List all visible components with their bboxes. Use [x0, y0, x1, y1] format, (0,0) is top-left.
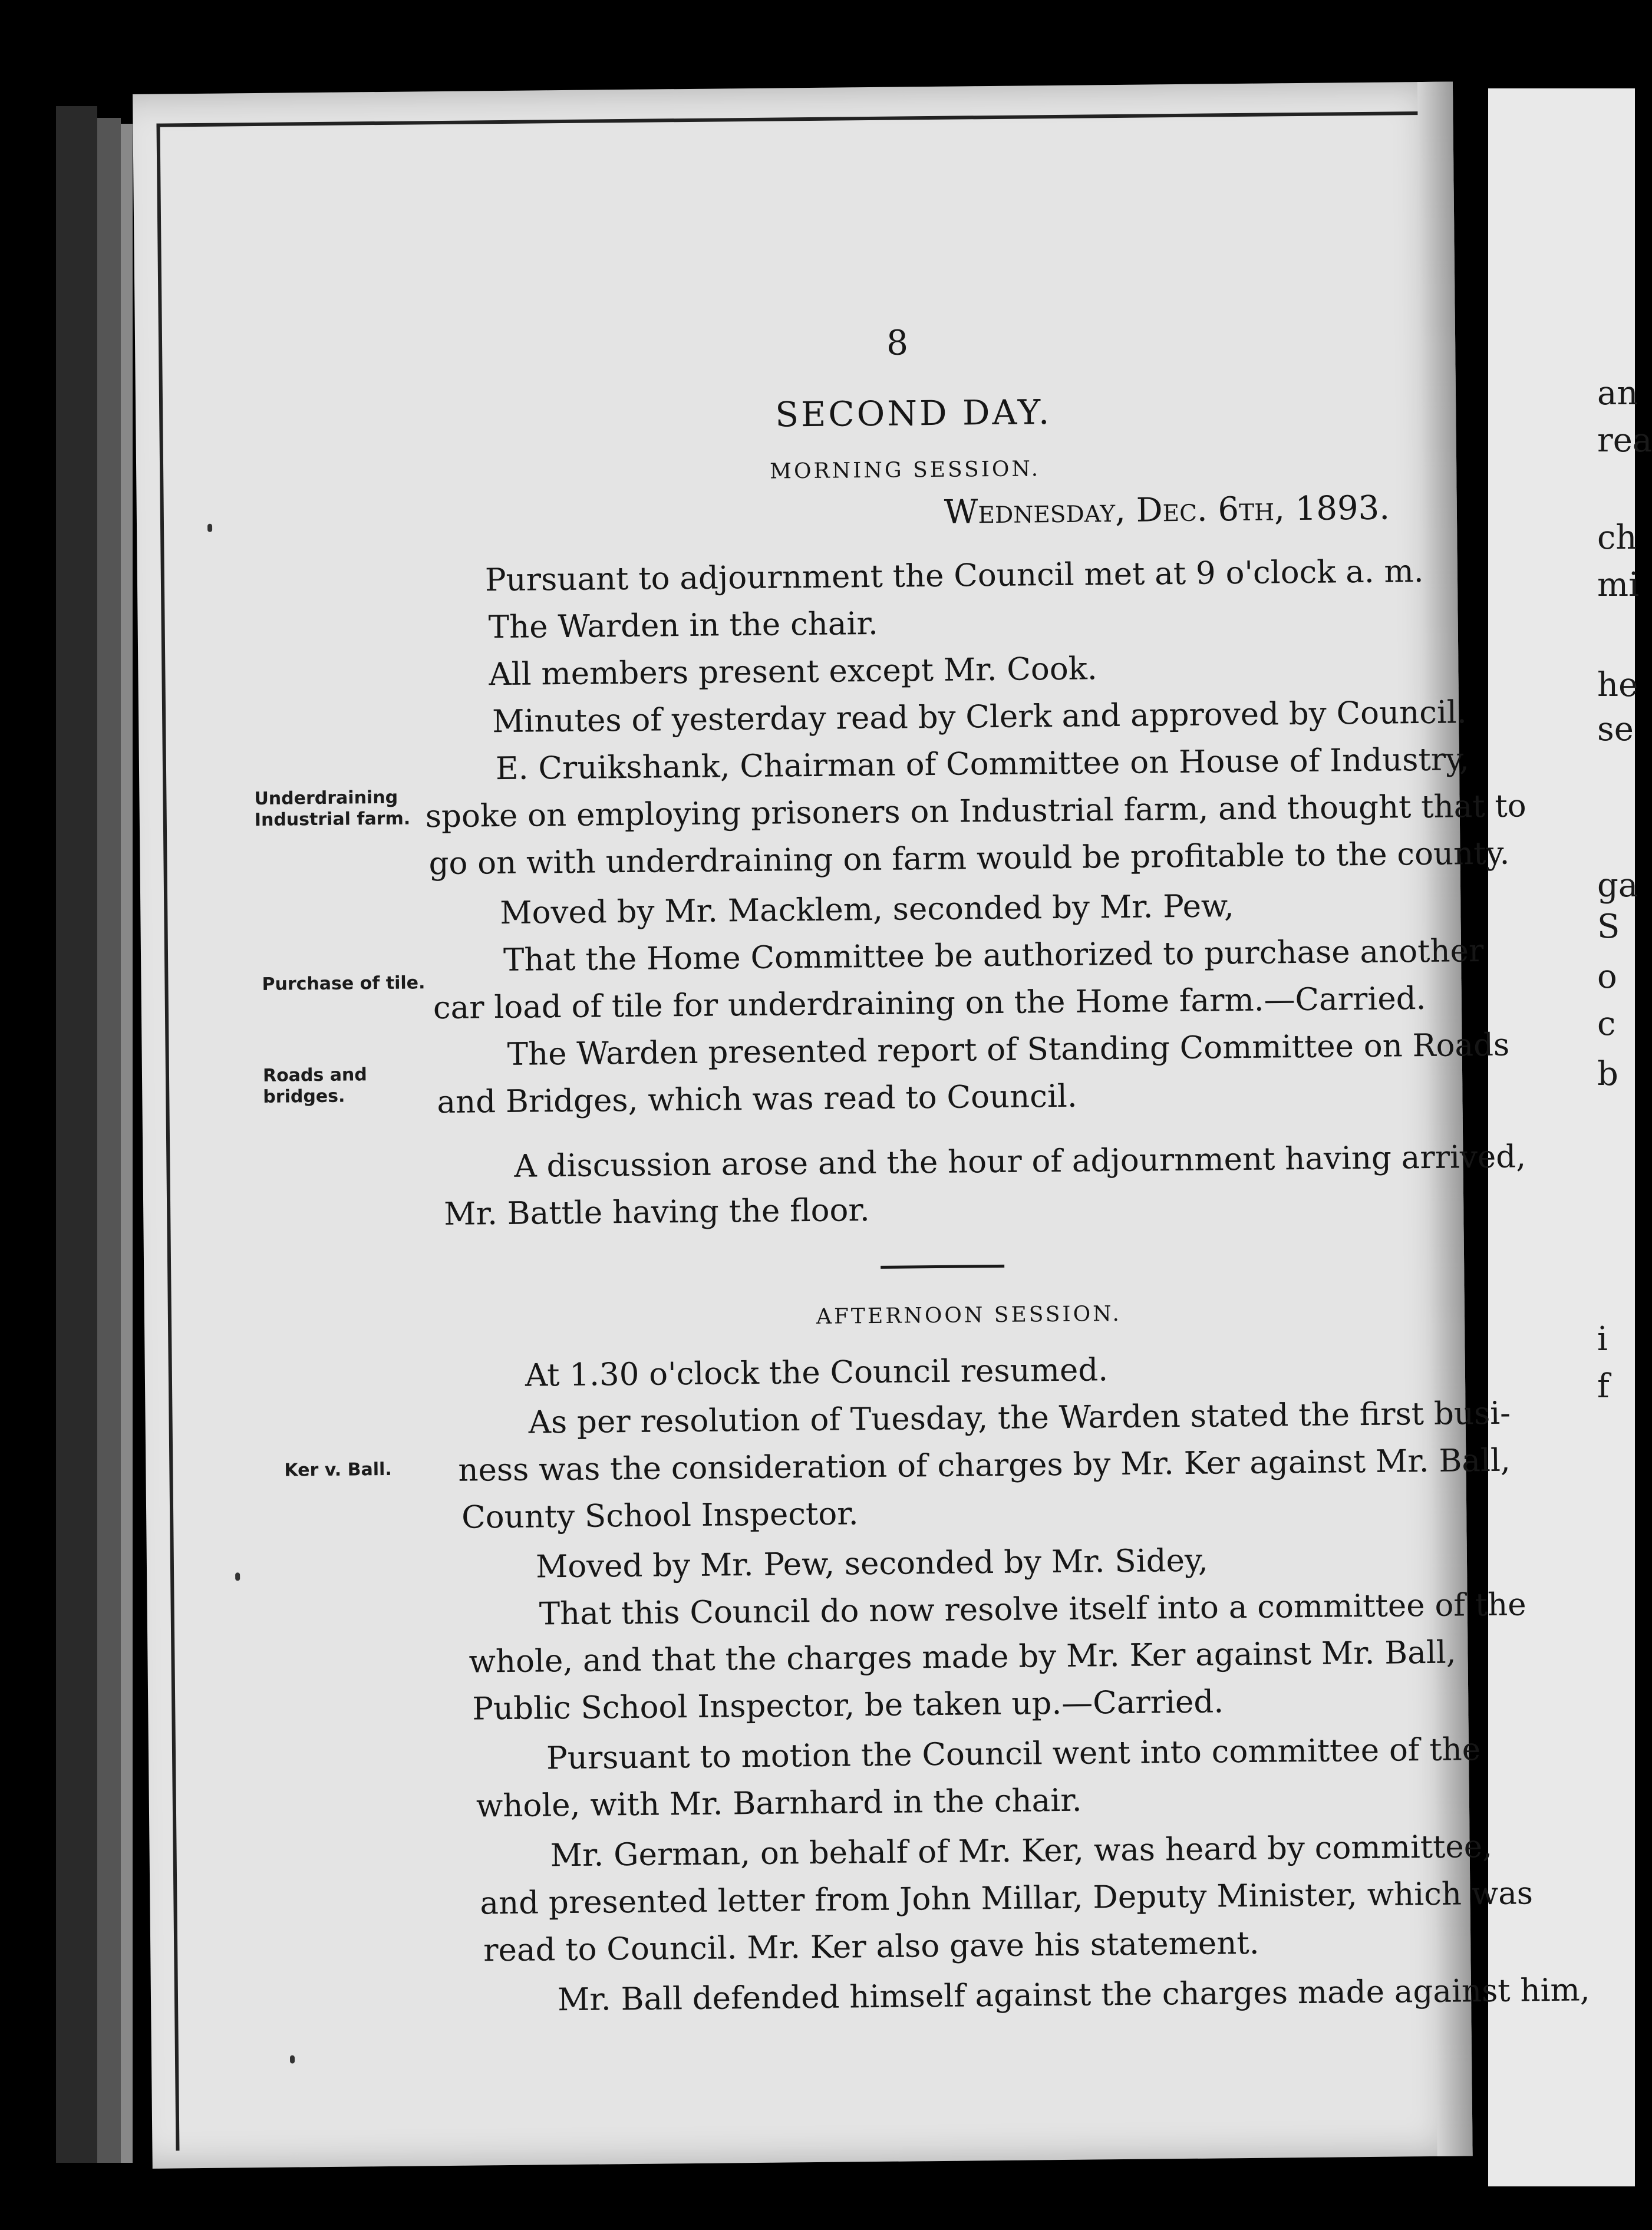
facing-fragment: b	[1597, 1055, 1618, 1093]
facing-fragment: se	[1597, 710, 1634, 748]
body-line: go on with underdraining on farm would be profitable to the county.	[428, 835, 1510, 882]
page-stack-edge	[97, 118, 121, 2163]
body-line: Pursuant to motion the Council went into committee of the	[546, 1731, 1481, 1777]
margin-note-ker-v-ball: Ker v. Ball.	[284, 1459, 392, 1481]
facing-fragment: i	[1597, 1320, 1608, 1358]
ink-speck	[207, 524, 212, 532]
body-line: Mr. Battle having the floor.	[443, 1192, 870, 1233]
body-line: County School Inspector.	[461, 1496, 859, 1536]
facing-fragment: S	[1597, 908, 1620, 946]
body-line: The Warden presented report of Standing Committee on Roads	[507, 1027, 1510, 1073]
body-line: ness was the consideration of charges by Mr. Ker against Mr. Ball,	[458, 1442, 1511, 1489]
body-line: That this Council do now resolve itself into a committee of the	[539, 1586, 1526, 1632]
body-line: At 1.30 o'clock the Council resumed.	[525, 1352, 1109, 1394]
afternoon-session-heading: AFTERNOON SESSION.	[816, 1301, 1122, 1329]
page-number: 8	[886, 322, 909, 363]
body-line: car load of tile for underdraining on the Home farm.—Carried.	[433, 981, 1426, 1027]
body-line: whole, with Mr. Barnhard in the chair.	[476, 1782, 1082, 1825]
body-line: As per resolution of Tuesday, the Warden stated the first busi-	[528, 1395, 1511, 1441]
facing-fragment: o	[1597, 958, 1617, 996]
margin-note-roads: Roads and	[262, 1064, 367, 1086]
body-line: and presented letter from John Millar, Deputy Minister, which was	[480, 1875, 1534, 1922]
margin-note-roads-2: bridges.	[263, 1086, 345, 1107]
facing-page	[1488, 88, 1652, 2186]
ink-speck	[235, 1572, 240, 1581]
facing-fragment: he	[1597, 666, 1638, 704]
facing-fragment: f	[1597, 1367, 1610, 1406]
margin-note-underdraining-2: Industrial farm.	[254, 808, 411, 831]
body-line: That the Home Committee be authorized to purchase another	[503, 933, 1484, 979]
facing-fragment: ch	[1597, 519, 1637, 557]
body-line: spoke on employing prisoners on Industrial farm, and thought that to	[425, 788, 1526, 835]
body-line: Public School Inspector, be taken up.—Carried.	[472, 1684, 1224, 1727]
body-line: Mr. Ball defended himself against the charges made against him,	[557, 1972, 1590, 2018]
body-line: E. Cruikshank, Chairman of Committee on House of Industry,	[495, 741, 1470, 787]
facing-fragment: an	[1597, 374, 1638, 413]
facing-fragment: mi	[1597, 566, 1640, 604]
body-line: Mr. German, on behalf of Mr. Ker, was heard by committee,	[550, 1828, 1493, 1874]
morning-session-heading: MORNING SESSION.	[769, 457, 1041, 484]
facing-fragment: c	[1597, 1005, 1616, 1043]
body-line: read to Council. Mr. Ker also gave his statement.	[483, 1925, 1259, 1969]
margin-note-purchase: Purchase of tile.	[262, 972, 426, 995]
body-line: The Warden in the chair.	[488, 605, 879, 646]
body-line: Minutes of yesterday read by Clerk and approved by Council.	[492, 694, 1467, 740]
ink-speck	[290, 2056, 295, 2064]
day-heading: SECOND DAY.	[774, 392, 1052, 435]
facing-fragment: rea	[1597, 421, 1652, 460]
session-date: Wednesday, Dec. 6th, 1893.	[944, 489, 1390, 532]
body-line: Moved by Mr. Pew, seconded by Mr. Sidey,	[535, 1542, 1208, 1585]
body-line: A discussion arose and the hour of adjournment having arrived,	[514, 1139, 1526, 1185]
body-line: Pursuant to adjournment the Council met at 9 o'clock a. m.	[484, 553, 1424, 599]
body-line: and Bridges, which was read to Council.	[437, 1078, 1077, 1121]
book-binding	[56, 106, 97, 2163]
page-stack-edge-inner	[121, 124, 133, 2163]
body-line: whole, and that the charges made by Mr. Ker against Mr. Ball,	[469, 1634, 1456, 1680]
facing-fragment: ga	[1597, 866, 1638, 905]
body-line: Moved by Mr. Macklem, seconded by Mr. Pew,	[500, 888, 1235, 932]
margin-note-underdraining: Underdraining	[254, 787, 398, 810]
body-line: All members present except Mr. Cook.	[489, 651, 1097, 693]
book-page	[133, 81, 1590, 2168]
